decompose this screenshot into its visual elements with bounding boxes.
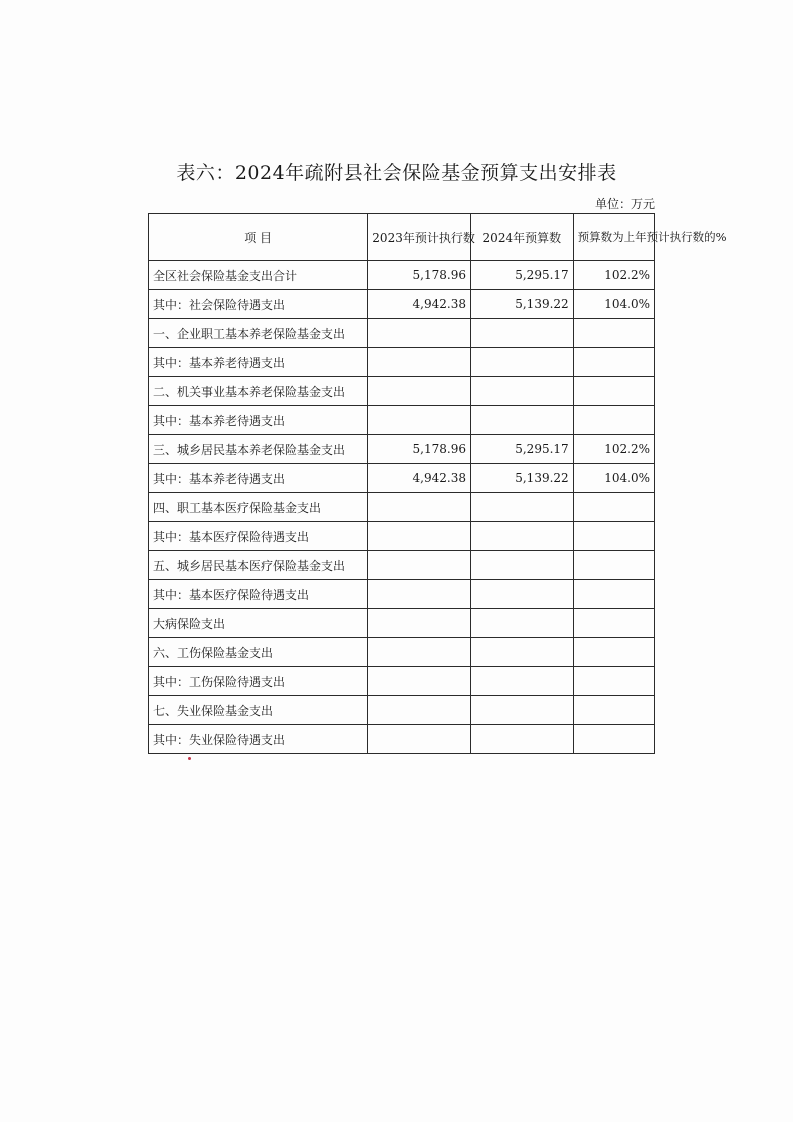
cell-ratio — [573, 696, 654, 725]
cell-ratio — [573, 348, 654, 377]
row-label: 其中：失业保险待遇支出 — [149, 725, 368, 754]
table-row — [149, 348, 655, 377]
table-row — [149, 261, 655, 290]
cell-ratio: 102.2% — [573, 261, 654, 290]
header-2024: 2024年预算数 — [470, 214, 573, 261]
row-label: 全区社会保险基金支出合计 — [149, 261, 368, 290]
cell-ratio — [573, 667, 654, 696]
row-label: 其中：工伤保险待遇支出 — [149, 667, 368, 696]
cell-2024 — [470, 667, 573, 696]
unit-label: 单位：万元 — [594, 197, 655, 211]
cell-2023 — [368, 551, 471, 580]
row-label: 其中：基本医疗保险待遇支出 — [149, 522, 368, 551]
cell-ratio — [573, 377, 654, 406]
cell-ratio — [573, 493, 654, 522]
row-label: 其中：基本养老待遇支出 — [149, 406, 368, 435]
cell-2023 — [368, 667, 471, 696]
table-row — [149, 464, 655, 493]
table-row — [149, 522, 655, 551]
row-label: 其中：基本养老待遇支出 — [149, 348, 368, 377]
cell-ratio — [573, 580, 654, 609]
table-title: 表六：2024年疏附县社会保险基金预算支出安排表 — [176, 162, 617, 184]
cell-2023 — [368, 522, 471, 551]
cell-2024 — [470, 319, 573, 348]
table-row — [149, 696, 655, 725]
cell-2023: 5,178.96 — [368, 261, 471, 290]
header-2023: 2023年预计执行数 — [368, 214, 471, 261]
cell-ratio: 104.0% — [573, 290, 654, 319]
cell-2024 — [470, 406, 573, 435]
table-row — [149, 290, 655, 319]
cell-2024 — [470, 551, 573, 580]
cell-2023: 4,942.38 — [368, 290, 471, 319]
table-row — [149, 638, 655, 667]
row-label: 大病保险支出 — [149, 609, 368, 638]
cell-2023 — [368, 696, 471, 725]
table-row — [149, 580, 655, 609]
row-label: 其中：基本医疗保险待遇支出 — [149, 580, 368, 609]
scan-mark — [188, 757, 191, 760]
row-label: 三、城乡居民基本养老保险基金支出 — [149, 435, 368, 464]
table-row — [149, 667, 655, 696]
cell-2024 — [470, 638, 573, 667]
cell-ratio: 102.2% — [573, 435, 654, 464]
row-label: 其中：基本养老待遇支出 — [149, 464, 368, 493]
cell-ratio — [573, 609, 654, 638]
cell-2024 — [470, 522, 573, 551]
row-label: 七、失业保险基金支出 — [149, 696, 368, 725]
cell-2024 — [470, 580, 573, 609]
cell-2023 — [368, 348, 471, 377]
row-label: 一、企业职工基本养老保险基金支出 — [149, 319, 368, 348]
cell-ratio — [573, 522, 654, 551]
cell-2023 — [368, 609, 471, 638]
cell-ratio: 104.0% — [573, 464, 654, 493]
cell-ratio — [573, 725, 654, 754]
table-row — [149, 551, 655, 580]
cell-2023: 5,178.96 — [368, 435, 471, 464]
cell-2024: 5,139.22 — [470, 464, 573, 493]
table-row — [149, 435, 655, 464]
cell-2023 — [368, 377, 471, 406]
table-row — [149, 377, 655, 406]
table-row — [149, 493, 655, 522]
cell-2024 — [470, 348, 573, 377]
cell-2023 — [368, 406, 471, 435]
table-row — [149, 406, 655, 435]
cell-ratio — [573, 551, 654, 580]
cell-2023 — [368, 638, 471, 667]
header-ratio: 预算数为上年预计执行数的% — [573, 214, 654, 261]
cell-2024 — [470, 493, 573, 522]
cell-ratio — [573, 638, 654, 667]
table-row — [149, 725, 655, 754]
cell-ratio — [573, 319, 654, 348]
table-row — [149, 609, 655, 638]
cell-2024 — [470, 696, 573, 725]
cell-2024 — [470, 377, 573, 406]
row-label: 其中：社会保险待遇支出 — [149, 290, 368, 319]
row-label: 二、机关事业基本养老保险基金支出 — [149, 377, 368, 406]
cell-2023 — [368, 493, 471, 522]
row-label: 四、职工基本医疗保险基金支出 — [149, 493, 368, 522]
cell-2023: 4,942.38 — [368, 464, 471, 493]
cell-2023 — [368, 319, 471, 348]
cell-2024: 5,295.17 — [470, 261, 573, 290]
row-label: 六、工伤保险基金支出 — [149, 638, 368, 667]
budget-table — [148, 213, 727, 754]
header-row — [149, 214, 655, 261]
row-label: 五、城乡居民基本医疗保险基金支出 — [149, 551, 368, 580]
cell-2023 — [368, 580, 471, 609]
cell-ratio — [573, 406, 654, 435]
header-item: 项 目 — [149, 214, 368, 261]
table-row — [149, 319, 655, 348]
cell-2024 — [470, 609, 573, 638]
cell-2023 — [368, 725, 471, 754]
cell-2024 — [470, 725, 573, 754]
cell-2024: 5,139.22 — [470, 290, 573, 319]
cell-2024: 5,295.17 — [470, 435, 573, 464]
